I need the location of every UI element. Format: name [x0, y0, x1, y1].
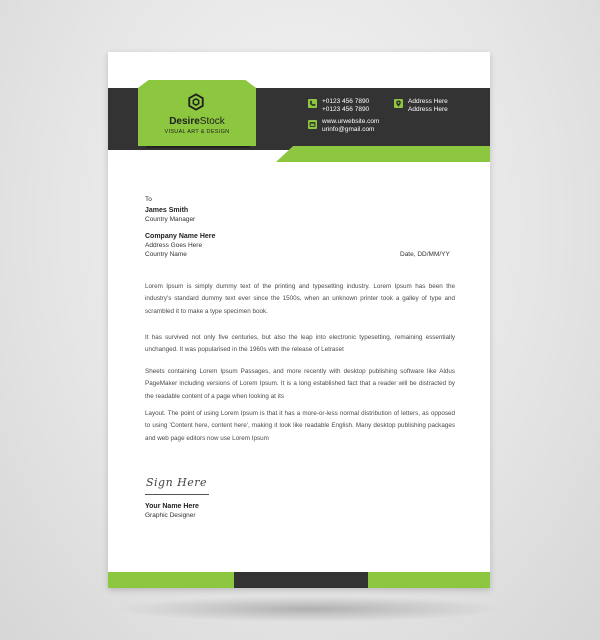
hexagon-icon — [187, 93, 205, 111]
letterhead-page — [108, 52, 490, 588]
logo-tab-underline — [146, 146, 250, 148]
recipient-title: Country Manager — [145, 216, 196, 223]
body-paragraph-3: Sheets containing Lorem Ipsum Passages, and more recently with desktop publishing software like Aldus PageMaker including versions of Lorem Ipsum. It is a long established fact that a reader will be distracted by the readable content of a page when looking at its — [145, 368, 455, 400]
letter-date: Date, DD/MM/YY — [400, 251, 450, 258]
website: www.urwebsite.com — [322, 118, 380, 125]
to-label: To — [145, 196, 152, 203]
phone-icon — [308, 99, 317, 108]
logo-tab — [138, 80, 256, 146]
signer-name: Your Name Here — [145, 503, 199, 510]
address-1: Address Here — [408, 98, 448, 105]
company-name: Company Name Here — [145, 233, 216, 240]
address-2: Address Here — [408, 106, 448, 113]
footer-right-stripe — [368, 572, 490, 588]
web-icon — [308, 120, 317, 129]
page-shadow — [120, 596, 500, 622]
location-pin-icon — [394, 99, 403, 108]
body-paragraph-2: It has survived not only five centuries, but also the leap into electronic typesetting, remaining essentially unchanged. It was popularised in the 1960s with the release of Letraset — [145, 334, 455, 354]
logo-wordmark — [138, 116, 256, 127]
logo-name-bold: Desire — [169, 116, 200, 127]
phone-numbers — [322, 98, 369, 114]
body-paragraph-4: Layout. The point of using Lorem Ipsum is that it has a more-or-less normal distribution of letters, as opposed to using 'Content here, content here', making it look like readable English. Many desktop publishing packages and web page editors now use Lorem Ipsum — [145, 410, 455, 442]
company-address: Address Goes Here — [145, 242, 203, 249]
signature-script: Sign Here — [146, 476, 208, 489]
phone-1: +0123 456 7890 — [322, 98, 370, 105]
phone-2: +0123 456 7890 — [322, 106, 370, 113]
logo-name-regular: Stock — [199, 116, 225, 127]
footer-left-stripe — [108, 572, 234, 588]
signer-title: Graphic Designer — [145, 512, 196, 519]
body-paragraph-1: Lorem Ipsum is simply dummy text of the printing and typesetting industry. Lorem Ipsum has been the industry's standard dummy text ever since the 1500s, when an unknown printer took a galley of type and scrambled it to make a type specimen book. — [145, 283, 455, 315]
footer-center-stripe — [234, 572, 368, 588]
online-contacts — [322, 118, 379, 134]
addresses — [408, 98, 448, 114]
recipient-name: James Smith — [145, 207, 189, 214]
company-country: Country Name — [145, 251, 187, 258]
signature-line — [145, 494, 209, 495]
logo-tagline: VISUAL ART & DESIGN — [164, 129, 230, 135]
header-accent-stripe — [276, 146, 490, 162]
email: urinfo@gmail.com — [322, 126, 375, 133]
